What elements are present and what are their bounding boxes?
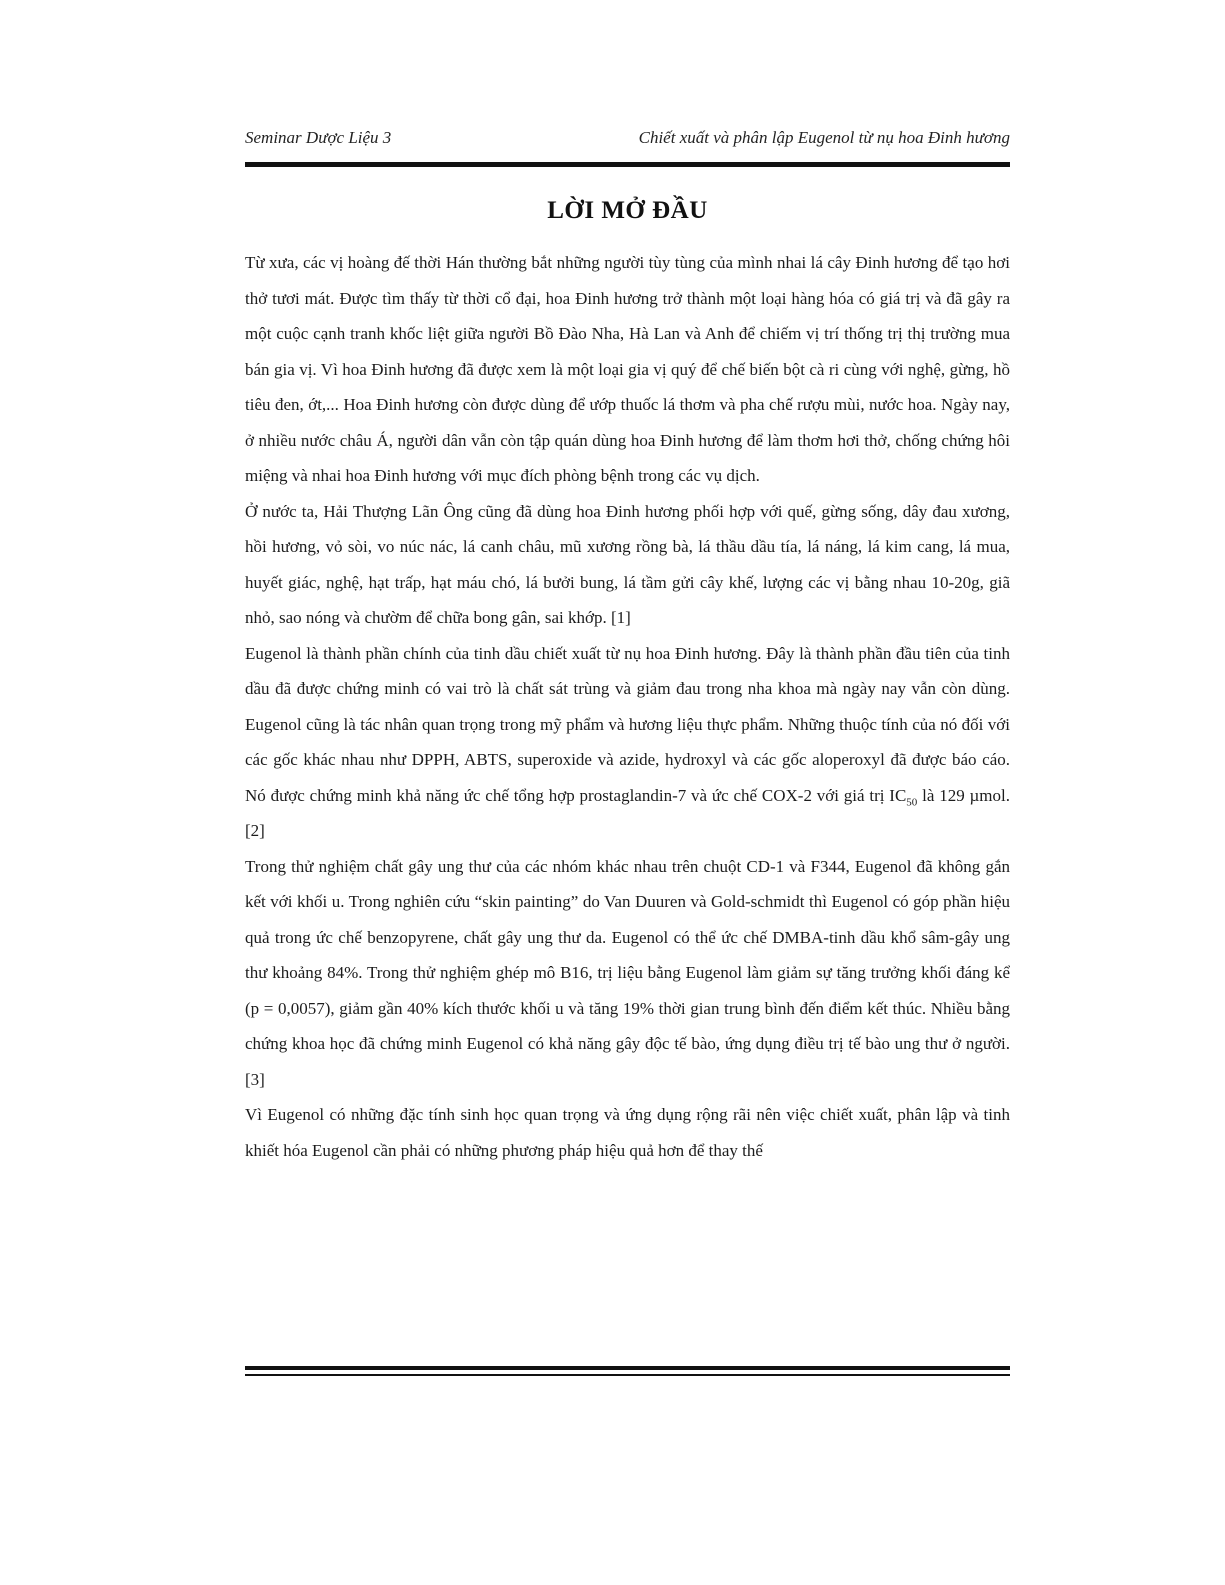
paragraph-4: Trong thử nghiệm chất gây ung thư của các nhóm khác nhau trên chuột CD-1 và F344, Eugenol đã không gắn kết với khối u. Trong nghiên cứu “skin painting” do Van Duuren và Gold-schmidt thì Eugenol có góp phần hiệu quả trong ức chế benzopyrene, chất gây ung thư da. Eugenol có thể ức chế DMBA-tinh dầu khổ sâm-gây ung thư khoảng 84%. Trong thử nghiệm ghép mô B16, trị liệu bằng Eugenol làm giảm sự tăng trưởng khối đáng kể (p = 0,0057), giảm gần 40% kích thước khối u và tăng 19% thời gian trung bình đến điểm kết thúc. Nhiều bằng chứng khoa học đã chứng minh Eugenol có khả năng gây độc tế bào, ứng dụng điều trị tế bào ung thư ở người. [3] [245,856,1010,1089]
footer-rule-thin [245,1374,1010,1376]
document-body [245,245,1010,1168]
paragraph-3-text: Eugenol là thành phần chính của tinh dầu chiết xuất từ nụ hoa Đinh hương. Đây là thành phần đầu tiên của tinh dầu đã được chứng minh có vai trò là chất sát trùng và giảm đau trong nha khoa mà ngày nay vẫn còn dùng. Eugenol cũng là tác nhân quan trọng trong mỹ phẩm và hương liệu thực phẩm. Những thuộc tính của nó đối với các gốc khác nhau như DPPH, ABTS, superoxide và azide, hydroxyl và các gốc aloperoxyl đã được báo cáo. Nó được chứng minh khả năng ức chế tổng hợp prostaglandin-7 và ức chế COX-2 với giá trị IC [245,643,1010,805]
footer-rule-thick [245,1366,1010,1370]
header-left-title: Seminar Dược Liệu 3 [245,128,392,147]
paragraph-5: Vì Eugenol có những đặc tính sinh học quan trọng và ứng dụng rộng rãi nên việc chiết xuất, phân lập và tinh khiết hóa Eugenol cần phải có những phương pháp hiệu quả hơn để thay thế [245,1105,1010,1160]
page-title: LỜI MỞ ĐẦU [547,197,708,224]
header-right-title: Chiết xuất và phân lập Eugenol từ nụ hoa Đinh hương [638,128,1010,147]
paragraph-2: Ở nước ta, Hải Thượng Lãn Ông cũng đã dùng hoa Đinh hương phối hợp với quế, gừng sống, dây đau xương, hồi hương, vỏ sòi, vo núc nác, lá canh châu, mũ xương rồng bà, lá thầu dầu tía, lá náng, lá kim cang, lá mua, huyết giác, nghệ, hạt trấp, hạt máu chó, lá bưởi bung, lá tầm gửi cây khế, lượng các vị bằng nhau 10-20g, giã nhỏ, sao nóng và chườm để chữa bong gân, sai khớp. [1] [245,501,1010,627]
header-rule [245,162,1010,167]
ic50-subscript: 50 [906,795,918,808]
paragraph-3-tail: là 129 µmol. [2] [245,785,1011,840]
paragraph-1: Từ xưa, các vị hoàng đế thời Hán thường bắt những người tùy tùng của mình nhai lá cây Đinh hương để tạo hơi thở tươi mát. Được tìm thấy từ thời cổ đại, hoa Đinh hương trở thành một loại hàng hóa có giá trị và đã gây ra một cuộc cạnh tranh khốc liệt giữa người Bồ Đào Nha, Hà Lan và Anh để chiếm vị trí thống trị thị trường mua bán gia vị. Vì hoa Đinh hương đã được xem là một loại gia vị quý để chế biến bột cà ri cùng với nghệ, gừng, hồ tiêu đen, ớt,... Hoa Đinh hương còn được dùng để ướp thuốc lá thơm và pha chế rượu mùi, nước hoa. Ngày nay, ở nhiều nước châu Á, người dân vẫn còn tập quán dùng hoa Đinh hương để làm thơm hơi thở, chống chứng hôi miệng và nhai hoa Đinh hương với mục đích phòng bệnh trong các vụ dịch. [245,253,1010,485]
page-header [245,128,1010,158]
paragraph-3 [245,636,1010,849]
